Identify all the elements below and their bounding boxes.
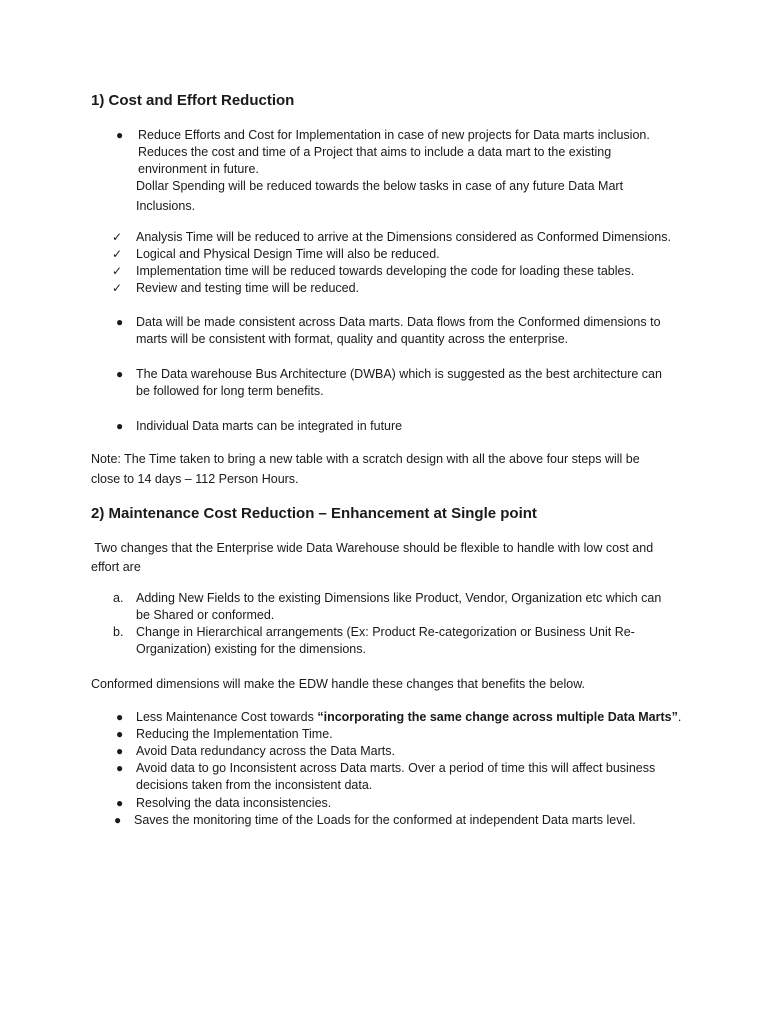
- bullet-icon: ●: [116, 727, 124, 741]
- section2-heading: 2) Maintenance Cost Reduction – Enhancement at Single point: [91, 505, 537, 522]
- bullet3-line1: The Data warehouse Bus Architecture (DWBA) which is suggested as the best architecture can: [136, 367, 662, 381]
- bullet-icon: ●: [114, 813, 122, 827]
- bullet1-line1: Reduce Efforts and Cost for Implementation in case of new projects for Data marts inclusion.: [138, 128, 650, 142]
- intro-line1: Two changes that the Enterprise wide Data Warehouse should be flexible to handle with low cost and: [91, 541, 654, 555]
- bullet4-text: Individual Data marts can be integrated in future: [136, 419, 403, 433]
- intro-line2: effort are: [91, 560, 141, 574]
- item-a-line1: Adding New Fields to the existing Dimensions like Product, Vendor, Organization etc which can: [136, 591, 662, 605]
- bullet2-line1: Data will be made consistent across Data marts. Data flows from the Conformed dimensions to: [136, 315, 661, 329]
- bullet1-line5: Inclusions.: [136, 199, 196, 213]
- benefit4-line2: decisions taken from the inconsistent data.: [136, 778, 373, 792]
- bullet-icon: ●: [116, 761, 124, 775]
- bullet-icon: ●: [116, 710, 124, 724]
- note-line2: close to 14 days – 112 Person Hours.: [91, 472, 299, 486]
- bullet3-line2: be followed for long term benefits.: [136, 384, 324, 398]
- benefit4-line1: Avoid data to go Inconsistent across Data marts. Over a period of time this will affect business: [136, 761, 656, 775]
- item-a-line2: be Shared or conformed.: [136, 608, 275, 622]
- bullet-icon: ●: [116, 367, 124, 381]
- benefit1-suffix: .: [677, 710, 682, 724]
- bullet1-line4: Dollar Spending will be reduced towards the below tasks in case of any future Data Mart: [136, 179, 624, 193]
- bullet-icon: ●: [116, 796, 124, 810]
- checkmark-icon: ✓: [112, 230, 123, 244]
- list-marker-a: a.: [113, 591, 124, 605]
- check-item-2: Logical and Physical Design Time will also be reduced.: [136, 247, 440, 261]
- benefits-lead: Conformed dimensions will make the EDW handle these changes that benefits the below.: [91, 677, 586, 691]
- bullet1-line3: environment in future.: [138, 162, 259, 176]
- benefit1-prefix: Less Maintenance Cost towards: [136, 710, 318, 724]
- note-line1: Note: The Time taken to bring a new table with a scratch design with all the above four steps will be: [91, 452, 640, 466]
- item-b-line2: Organization) existing for the dimensions.: [136, 642, 366, 656]
- benefit6-text: Saves the monitoring time of the Loads for the conformed at independent Data marts level.: [134, 813, 636, 827]
- benefit2-text: Reducing the Implementation Time.: [136, 727, 333, 741]
- bullet-icon: ●: [116, 315, 124, 329]
- checkmark-icon: ✓: [112, 281, 123, 295]
- bullet2-line2: marts will be consistent with format, quality and quantity across the enterprise.: [136, 332, 569, 346]
- item-b-line1: Change in Hierarchical arrangements (Ex: Product Re-categorization or Business Unit Re-: [136, 625, 635, 639]
- checkmark-icon: ✓: [112, 264, 123, 278]
- section1-heading: 1) Cost and Effort Reduction: [91, 92, 295, 109]
- check-item-1: Analysis Time will be reduced to arrive at the Dimensions considered as Conformed Dimensions.: [136, 230, 671, 244]
- checkmark-icon: ✓: [112, 247, 123, 261]
- bullet-icon: ●: [116, 744, 124, 758]
- bullet-icon: ●: [116, 419, 124, 433]
- check-item-4: Review and testing time will be reduced.: [136, 281, 360, 295]
- benefit5-text: Resolving the data inconsistencies.: [136, 796, 332, 810]
- check-item-3: Implementation time will be reduced towards developing the code for loading these tables.: [136, 264, 635, 278]
- list-marker-b: b.: [113, 625, 124, 639]
- benefit3-text: Avoid Data redundancy across the Data Marts.: [136, 744, 395, 758]
- benefit1-text: [136, 709, 681, 726]
- bullet-icon: ●: [116, 128, 124, 142]
- bullet1-line2: Reduces the cost and time of a Project that aims to include a data mart to the existing: [138, 145, 612, 159]
- benefit1-emphasis: “incorporating the same change across multiple Data Marts”: [317, 710, 678, 724]
